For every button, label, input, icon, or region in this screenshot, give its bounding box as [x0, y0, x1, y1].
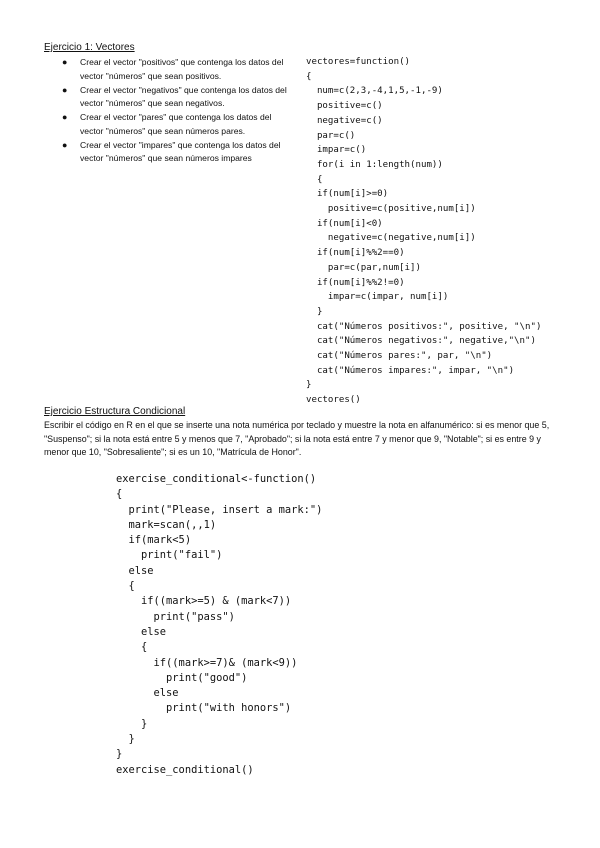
code-line: negative=c(negative,num[i]) [306, 233, 476, 244]
exercise-2-title: Ejercicio Estructura Condicional [44, 406, 186, 417]
bullet-text: Crear el vector "positivos" que contenga los datos del vector "números" que sean positivos. [80, 57, 284, 81]
code-line: cat("Números pares:", par, "\n") [306, 351, 493, 362]
bullet-item [60, 56, 292, 83]
code-line: if((mark>=7)& (mark<9)) [116, 656, 298, 669]
code-line: { [116, 641, 148, 654]
code-line: if(num[i]%%2!=0) [306, 277, 405, 288]
vectores-code-block [306, 55, 541, 408]
code-line: for(i in 1:length(num)) [306, 159, 443, 170]
code-line: cat("Números positivos:", positive, "\n") [306, 321, 542, 332]
code-line: else [116, 564, 154, 577]
bullet-text: Crear el vector "pares" que contenga los datos del vector "números" que sean números pares. [80, 112, 272, 136]
code-line: cat("Números impares:", impar, "\n") [306, 365, 515, 376]
code-line: } [306, 306, 323, 317]
code-line: { [306, 71, 312, 82]
code-line: impar=c() [306, 145, 367, 156]
bullet-text: Crear el vector "impares" que contenga los datos del vector "números" que sean números impares [80, 139, 281, 163]
exercise-2-description: Escribir el código en R en el que se inserte una nota numérica por teclado y muestre la nota en alfanumérico: si es menor que 5, "Suspenso"; si la nota está entre 5 y menos que 7, "Aprobado"; si la nota está entre 7 y menor que 9, "Notable"; si es entre 9 y menor que 10, "Sobresaliente"; si es un 10, "Matrícula de Honor". [44, 420, 550, 457]
code-line: exercise_conditional() [116, 763, 254, 776]
code-line: if((mark>=5) & (mark<7)) [116, 595, 292, 608]
code-line: impar=c(impar, num[i]) [306, 292, 449, 303]
bullet-icon: ● [62, 84, 68, 95]
code-line: print("fail") [116, 549, 223, 562]
code-line: if(num[i]%%2==0) [306, 248, 405, 259]
code-line: else [116, 687, 179, 700]
code-line: print("with honors") [116, 702, 292, 715]
code-line: print("Please, insert a mark:") [116, 503, 323, 516]
code-line: negative=c() [306, 115, 383, 126]
code-line: par=c() [306, 130, 356, 141]
bullet-icon: ● [62, 139, 68, 150]
code-line: exercise_conditional<-function() [116, 473, 317, 485]
code-line: positive=c(positive,num[i]) [306, 204, 476, 215]
code-line: print("good") [116, 671, 248, 684]
code-line: { [116, 488, 123, 501]
code-line: if(num[i]<0) [306, 218, 383, 229]
code-line: if(num[i]>=0) [306, 189, 389, 200]
code-line: } [116, 717, 148, 730]
bullet-item [60, 139, 292, 166]
code-line: } [306, 380, 312, 391]
exercise-1-bullet-list [60, 56, 292, 166]
code-line: } [116, 748, 123, 761]
bullet-icon: ● [62, 112, 68, 122]
code-line: { [306, 174, 323, 185]
code-line: { [116, 580, 135, 593]
code-line: cat("Números negativos:", negative,"\n") [306, 336, 536, 347]
bullet-icon: ● [62, 57, 68, 67]
bullet-item [60, 84, 292, 111]
exercise-1-title: Ejercicio 1: Vectores [44, 42, 135, 53]
code-line: vectores=function() [306, 57, 411, 67]
code-line: positive=c() [306, 101, 383, 112]
code-line: if(mark<5) [116, 534, 192, 547]
code-line: par=c(par,num[i]) [306, 262, 421, 273]
code-line: mark=scan(,,1) [116, 518, 217, 531]
bullet-text: Crear el vector "negativos" que contenga los datos del vector "números" que sean negativos. [80, 84, 287, 108]
conditional-code-block [116, 472, 322, 778]
code-line: print("pass") [116, 610, 235, 623]
code-line: num=c(2,3,-4,1,5,-1,-9) [306, 86, 443, 97]
bullet-item [60, 111, 292, 138]
code-line: vectores() [306, 395, 361, 406]
code-line: else [116, 625, 167, 638]
code-line: } [116, 733, 135, 746]
